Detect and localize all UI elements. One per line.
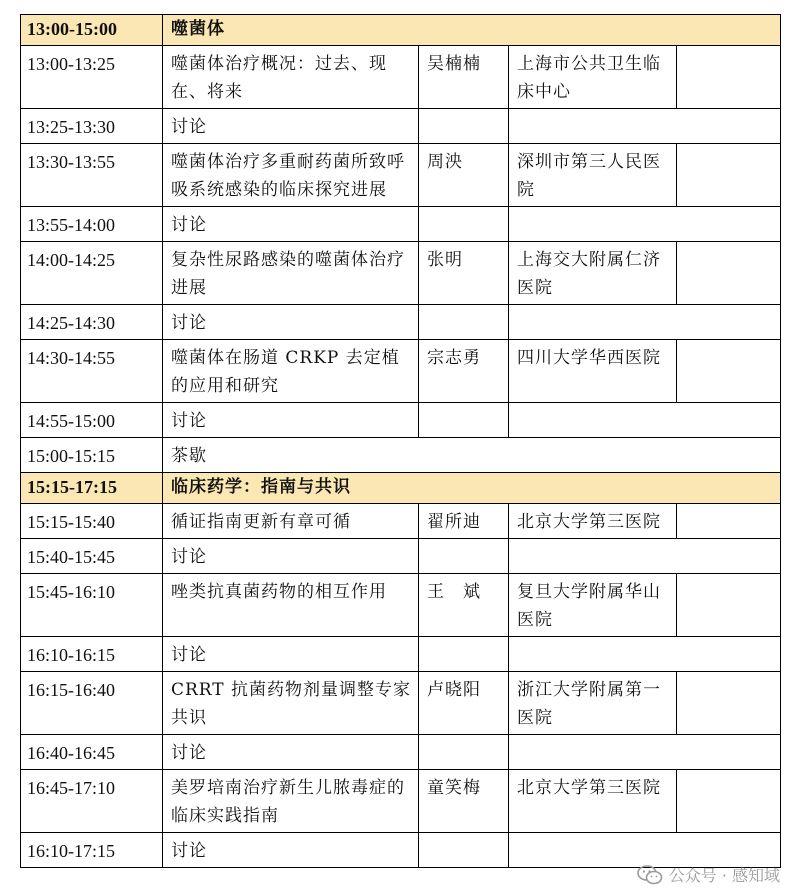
time-cell: 14:55-15:00 bbox=[21, 403, 163, 438]
affiliation-cell: 深圳市第三人民医院 bbox=[509, 144, 677, 207]
table-row bbox=[21, 403, 781, 438]
time-cell: 13:30-13:55 bbox=[21, 144, 163, 207]
affiliation-cell: 北京大学第三医院 bbox=[509, 770, 677, 833]
speaker-cell: 周泱 bbox=[419, 144, 509, 207]
empty-cell bbox=[677, 340, 781, 403]
time-cell: 14:30-14:55 bbox=[21, 340, 163, 403]
affiliation-cell: 复旦大学附属华山医院 bbox=[509, 574, 677, 637]
section-title: 噬菌体 bbox=[163, 15, 781, 46]
topic-cell: 讨论 bbox=[163, 109, 419, 144]
empty-cell bbox=[677, 504, 781, 539]
topic-cell: 唑类抗真菌药物的相互作用 bbox=[163, 574, 419, 637]
empty-cell bbox=[677, 672, 781, 735]
time-cell: 16:10-17:15 bbox=[21, 833, 163, 868]
speaker-cell: 宗志勇 bbox=[419, 340, 509, 403]
speaker-cell bbox=[419, 109, 509, 144]
speaker-cell: 张明 bbox=[419, 242, 509, 305]
table-row bbox=[21, 637, 781, 672]
table-row bbox=[21, 770, 781, 833]
speaker-cell bbox=[419, 305, 509, 340]
table-row bbox=[21, 504, 781, 539]
topic-cell: 循证指南更新有章可循 bbox=[163, 504, 419, 539]
topic-cell: CRRT 抗菌药物剂量调整专家共识 bbox=[163, 672, 419, 735]
empty-cell bbox=[509, 109, 781, 144]
time-cell: 15:40-15:45 bbox=[21, 539, 163, 574]
topic-cell: 讨论 bbox=[163, 735, 419, 770]
watermark-text: 公众号 · 感知域 bbox=[668, 866, 780, 885]
affiliation-cell: 浙江大学附属第一医院 bbox=[509, 672, 677, 735]
section-header bbox=[21, 473, 781, 504]
time-cell: 15:00-15:15 bbox=[21, 438, 163, 473]
time-cell: 13:00-13:25 bbox=[21, 46, 163, 109]
section-time: 13:00-15:00 bbox=[21, 15, 163, 46]
table-row bbox=[21, 735, 781, 770]
affiliation-cell: 上海交大附属仁济医院 bbox=[509, 242, 677, 305]
section-title: 临床药学：指南与共识 bbox=[163, 473, 781, 504]
break-cell: 茶歇 bbox=[163, 438, 781, 473]
topic-cell: 讨论 bbox=[163, 403, 419, 438]
time-cell: 13:55-14:00 bbox=[21, 207, 163, 242]
time-cell: 14:25-14:30 bbox=[21, 305, 163, 340]
empty-cell bbox=[509, 735, 781, 770]
time-cell: 15:15-15:40 bbox=[21, 504, 163, 539]
speaker-cell bbox=[419, 539, 509, 574]
topic-cell: 讨论 bbox=[163, 637, 419, 672]
table-row bbox=[21, 207, 781, 242]
empty-cell bbox=[677, 770, 781, 833]
time-cell: 16:40-16:45 bbox=[21, 735, 163, 770]
empty-cell bbox=[509, 539, 781, 574]
empty-cell bbox=[509, 637, 781, 672]
affiliation-cell: 四川大学华西医院 bbox=[509, 340, 677, 403]
table-row bbox=[21, 144, 781, 207]
speaker-cell bbox=[419, 403, 509, 438]
watermark bbox=[637, 863, 780, 886]
time-cell: 15:45-16:10 bbox=[21, 574, 163, 637]
empty-cell bbox=[509, 305, 781, 340]
table-row bbox=[21, 539, 781, 574]
affiliation-cell: 上海市公共卫生临床中心 bbox=[509, 46, 677, 109]
speaker-cell: 王 斌 bbox=[419, 574, 509, 637]
table-row bbox=[21, 438, 781, 473]
speaker-cell: 翟所迪 bbox=[419, 504, 509, 539]
empty-cell bbox=[509, 207, 781, 242]
empty-cell bbox=[509, 403, 781, 438]
table-row bbox=[21, 242, 781, 305]
speaker-cell bbox=[419, 637, 509, 672]
speaker-cell bbox=[419, 833, 509, 868]
table-row bbox=[21, 574, 781, 637]
empty-cell bbox=[677, 144, 781, 207]
section-time: 15:15-17:15 bbox=[21, 473, 163, 504]
speaker-cell: 吴楠楠 bbox=[419, 46, 509, 109]
topic-cell: 复杂性尿路感染的噬菌体治疗进展 bbox=[163, 242, 419, 305]
time-cell: 14:00-14:25 bbox=[21, 242, 163, 305]
time-cell: 16:15-16:40 bbox=[21, 672, 163, 735]
affiliation-cell: 北京大学第三医院 bbox=[509, 504, 677, 539]
time-cell: 16:10-16:15 bbox=[21, 637, 163, 672]
table-row bbox=[21, 109, 781, 144]
topic-cell: 美罗培南治疗新生儿脓毒症的临床实践指南 bbox=[163, 770, 419, 833]
table-row bbox=[21, 340, 781, 403]
topic-cell: 讨论 bbox=[163, 207, 419, 242]
speaker-cell: 童笑梅 bbox=[419, 770, 509, 833]
speaker-cell: 卢晓阳 bbox=[419, 672, 509, 735]
table-row bbox=[21, 672, 781, 735]
empty-cell bbox=[677, 46, 781, 109]
empty-cell bbox=[677, 574, 781, 637]
topic-cell: 讨论 bbox=[163, 539, 419, 574]
topic-cell: 噬菌体治疗概况：过去、现在、将来 bbox=[163, 46, 419, 109]
time-cell: 16:45-17:10 bbox=[21, 770, 163, 833]
topic-cell: 噬菌体在肠道 CRKP 去定植的应用和研究 bbox=[163, 340, 419, 403]
empty-cell bbox=[677, 242, 781, 305]
table-row bbox=[21, 46, 781, 109]
section-header bbox=[21, 15, 781, 46]
table-row bbox=[21, 305, 781, 340]
speaker-cell bbox=[419, 735, 509, 770]
schedule-table bbox=[20, 14, 781, 868]
topic-cell: 噬菌体治疗多重耐药菌所致呼吸系统感染的临床探究进展 bbox=[163, 144, 419, 207]
topic-cell: 讨论 bbox=[163, 833, 419, 868]
wechat-icon bbox=[637, 865, 663, 885]
topic-cell: 讨论 bbox=[163, 305, 419, 340]
speaker-cell bbox=[419, 207, 509, 242]
time-cell: 13:25-13:30 bbox=[21, 109, 163, 144]
